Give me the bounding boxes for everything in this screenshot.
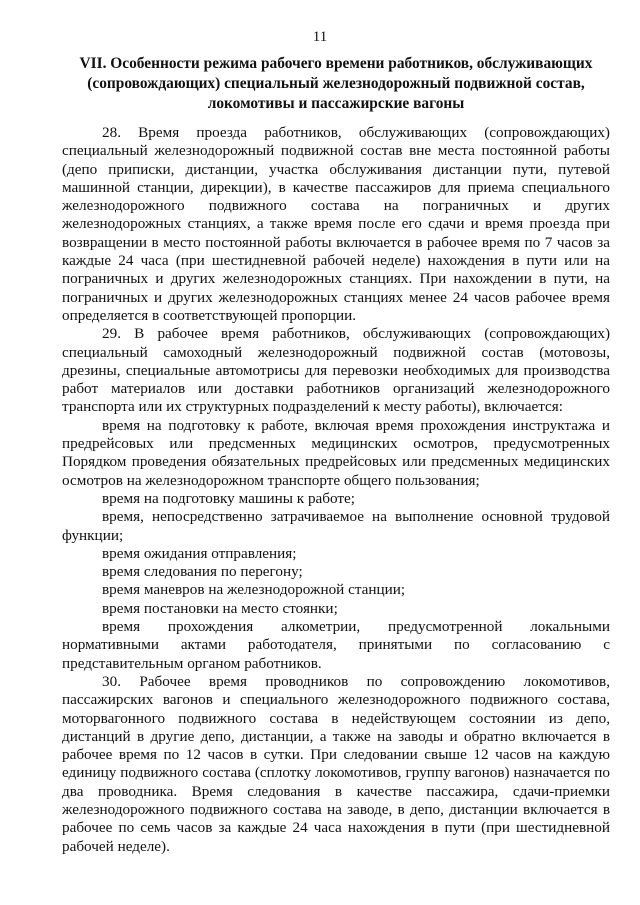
list-item: время на подготовку к работе, включая время прохождения инструктажа и предрейсовых или предсменных медицинских осмотров, предусмотренных Порядком проведения обязательных предрейсовых или предсменных медицинских осмотров на железнодорожном транспорте общего пользования; <box>62 416 610 489</box>
section-heading-line: локомотивы и пассажирские вагоны <box>207 95 465 112</box>
page-number: 11 <box>312 29 328 45</box>
document-body <box>62 124 610 856</box>
list-item: время ожидания отправления; <box>102 544 297 562</box>
paragraph-28: 28. Время проезда работников, обслуживающих (сопровождающих) специальный железнодорожный подвижной состав вне места постоянной работы (депо приписки, дистанции, участка обслуживания дистанции пути, путевой машинной станции, дирекции), в качестве пассажиров для приема специального железнодорожного подвижного состава на пограничных и других железнодорожных станциях, а также время после его сдачи и время проезда при возвращении в место постоянной работы включается в рабочее время по 7 часов за каждые 24 часа (при шестидневной рабочей неделе) нахождения в пути или на пограничных и других железнодорожных станциях. При нахождении в пути, на пограничных и других железнодорожных станциях менее 24 часов рабочее время определяется в соответствующей пропорции. <box>62 124 610 324</box>
paragraph-30: 30. Рабочее время проводников по сопровождению локомотивов, пассажирских вагонов и специального железнодорожного подвижного состава, моторвагонного подвижного состава в недействующем состоянии из депо, дистанций в другие депо, дистанции, а также на заводы и обратно включается в рабочее время по 12 часов в сутки. При следовании свыше 12 часов на каждую единицу подвижного состава (сплотку локомотивов, группу вагонов) назначается по два проводника. Время следования в качестве пассажира, сдачи-приемки железнодорожного подвижного состава на заводе, в депо, дистанции включается в рабочее по семь часов за каждые 24 часа нахождения в пути (при шестидневной рабочей неделе). <box>62 672 610 855</box>
list-item: время, непосредственно затрачиваемое на выполнение основной трудовой функции; <box>62 508 610 544</box>
list-item: время на подготовку машины к работе; <box>102 489 356 507</box>
paragraph-29: 29. В рабочее время работников, обслуживающих (сопровождающих) специальный самоходный железнодорожный подвижной состав (мотовозы, дрезины, специальные автомотрисы для перевозки необходимых для производства работ материалов или доставки работников организаций железнодорожного транспорта или их структурных подразделений к месту работы), включается: <box>62 325 610 416</box>
section-heading <box>62 54 610 114</box>
section-heading-line: (сопровождающих) специальный железнодорожный подвижной состав, <box>87 75 585 92</box>
list-item: время маневров на железнодорожной станции; <box>102 581 406 599</box>
list-item: время постановки на место стоянки; <box>102 599 338 617</box>
list-item: время прохождения алкометрии, предусмотренной локальными нормативными актами работодателя, принятыми по согласованию с представительным органом работников. <box>62 618 610 672</box>
list-item: время следования по перегону; <box>102 563 303 581</box>
section-heading-line: VII. Особенности режима рабочего времени работников, обслуживающих <box>79 55 593 72</box>
